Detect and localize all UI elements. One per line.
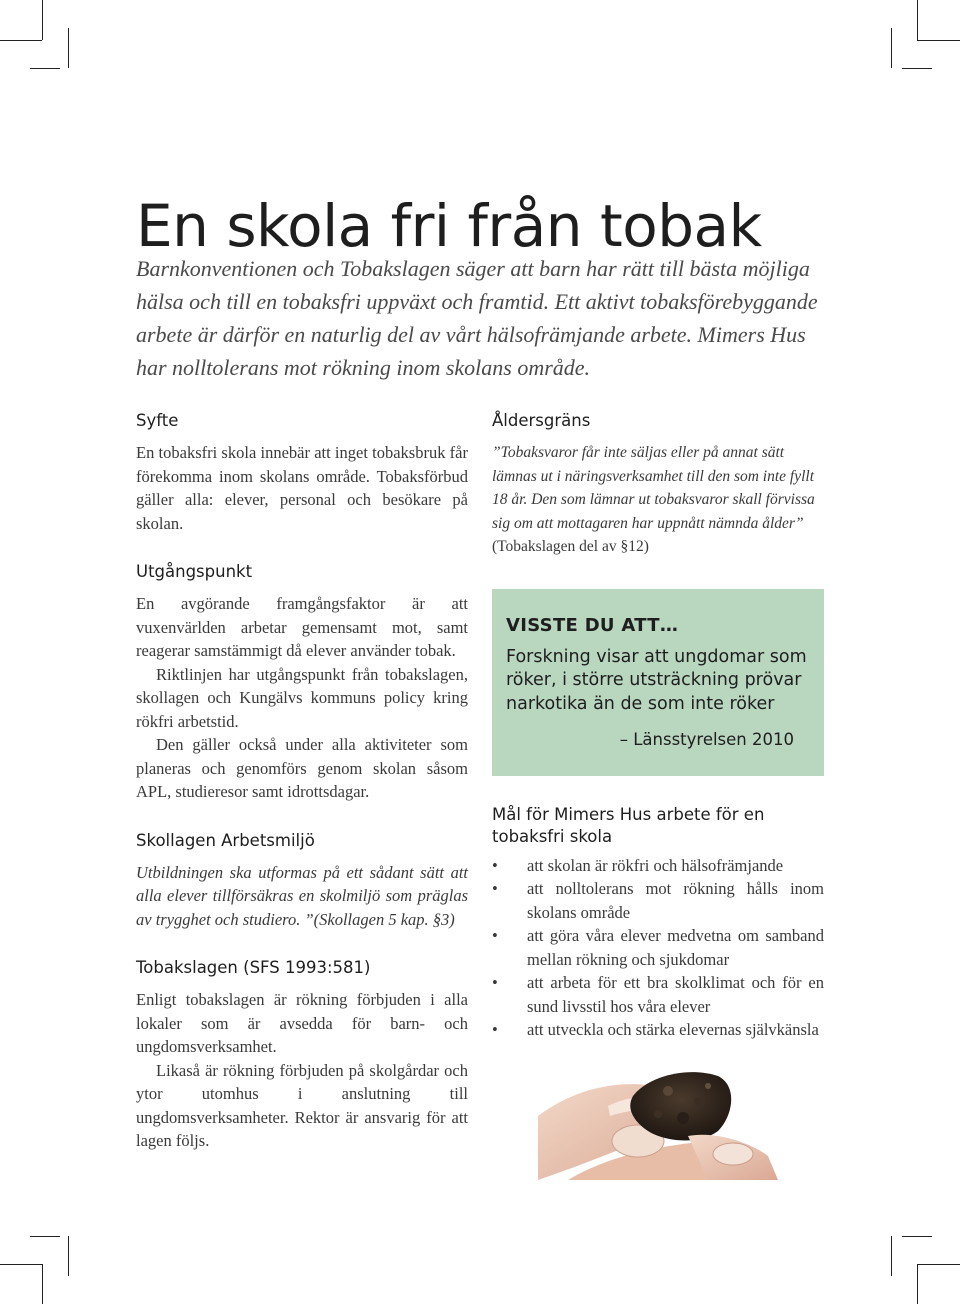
section-heading: Åldersgräns <box>492 411 591 430</box>
crop-mark <box>0 1264 42 1265</box>
section-skollagen <box>136 830 468 932</box>
section-syfte <box>136 410 468 535</box>
section-text: Likaså är rökning förbjuden på skolgårdar och ytor utomhus i anslutning till ungdomsverksamheter. Rektor är ansvarig för att lagen följs. <box>136 1060 468 1150</box>
page-title: En skola fri från tobak <box>136 191 762 260</box>
crop-mark <box>891 1236 892 1276</box>
list-item: • att utveckla och stärka elevernas självkänsla <box>492 1018 824 1042</box>
crop-mark <box>68 1236 69 1276</box>
crop-mark <box>42 1264 43 1304</box>
goals-list <box>492 854 824 1042</box>
crop-mark <box>68 28 69 68</box>
list-item: • att göra våra elever medvetna om samband mellan rökning och sjukdomar <box>492 924 824 971</box>
section-text: En avgörande framgångsfaktor är att vuxenvärlden arbetar gemensamt mot, samt reagerar samstämmigt då elever använder tobak. <box>136 594 468 660</box>
list-item: • att arbeta för ett bra skolklimat och för en sund livsstil hos våra elever <box>492 971 824 1018</box>
section-heading: Syfte <box>136 411 179 430</box>
section-aldersgrans <box>492 410 824 559</box>
photo-soil-icon <box>538 1046 796 1180</box>
list-item: • att skolan är rökfri och hälsofrämjande <box>492 854 824 878</box>
section-heading: Tobakslagen (SFS 1993:581) <box>136 958 371 977</box>
crop-mark <box>891 28 892 68</box>
age-limit-source: (Tobakslagen del av §12) <box>492 538 649 555</box>
goals-heading: Mål för Mimers Hus arbete för en tobaksfri skola <box>492 804 765 846</box>
fact-box-source: – Länsstyrelsen 2010 <box>619 730 794 749</box>
crop-mark <box>917 1264 960 1265</box>
fact-box-text: Forskning visar att ungdomar som röker, i större utsträckning prövar narkotika än de som inte röker <box>506 646 807 714</box>
crop-mark <box>917 40 960 41</box>
age-limit-text <box>492 441 824 559</box>
section-tobakslagen <box>136 957 468 1153</box>
crop-mark <box>902 68 932 69</box>
crop-mark <box>42 0 43 40</box>
crop-mark <box>30 1236 60 1237</box>
age-limit-quote: ”Tobaksvaror får inte säljas eller på annat sätt lämnas ut i näringsverksamhet till den som inte fyllt 18 år. Den som lämnar ut tobaksvaror skall förvissa sig om att mottagaren har uppnått nämnda ålder” <box>492 444 815 532</box>
crop-mark <box>30 68 60 69</box>
crop-mark <box>917 0 918 40</box>
fact-box-heading: VISSTE DU ATT… <box>506 614 679 636</box>
crop-mark <box>917 1264 918 1304</box>
crop-mark <box>902 1236 932 1237</box>
section-text: Riktlinjen har utgångspunkt från tobakslagen, skollagen och Kungälvs kommuns policy kring rökfri arbetstid. <box>136 664 468 731</box>
section-heading: Utgångspunkt <box>136 562 253 581</box>
section-text: En tobaksfri skola innebär att inget tobaksbruk får förekomma inom skolans område. Tobaksförbud gäller alla: elever, personal och besökare på skolan. <box>136 443 468 533</box>
soil-photo <box>538 1046 796 1180</box>
section-text: Enligt tobakslagen är rökning förbjuden i alla lokaler som är avsedda för barn- och ungdomsverksamhet. <box>136 990 468 1056</box>
section-utgangspunkt <box>136 561 468 804</box>
crop-mark <box>0 40 42 41</box>
section-text: Den gäller också under alla aktiviteter som planeras och genomförs genom skolan såsom APL, studieresor samt idrottsdagar. <box>136 735 468 801</box>
list-item: • att nolltolerans mot rökning hålls inom skolans område <box>492 877 824 924</box>
section-heading: Skollagen Arbetsmiljö <box>136 830 315 850</box>
left-column <box>136 410 468 1179</box>
intro-paragraph: Barnkonventionen och Tobakslagen säger att barn har rätt till bästa möjliga hälsa och till en tobaksfri uppväxt och framtid. Ett aktivt tobaksförebyggande arbete är därför en naturlig del av vårt hälsofrämjande arbete. Mimers Hus har nolltolerans mot rökning inom skolans område. <box>136 256 818 380</box>
section-text: Utbildningen ska utformas på ett sådant sätt att alla elever tillförsäkras en skolmiljö som präglas av trygghet och studiero. ”(Skollagen 5 kap. §3) <box>136 862 468 929</box>
right-column <box>492 410 824 1042</box>
fact-box <box>492 589 824 776</box>
